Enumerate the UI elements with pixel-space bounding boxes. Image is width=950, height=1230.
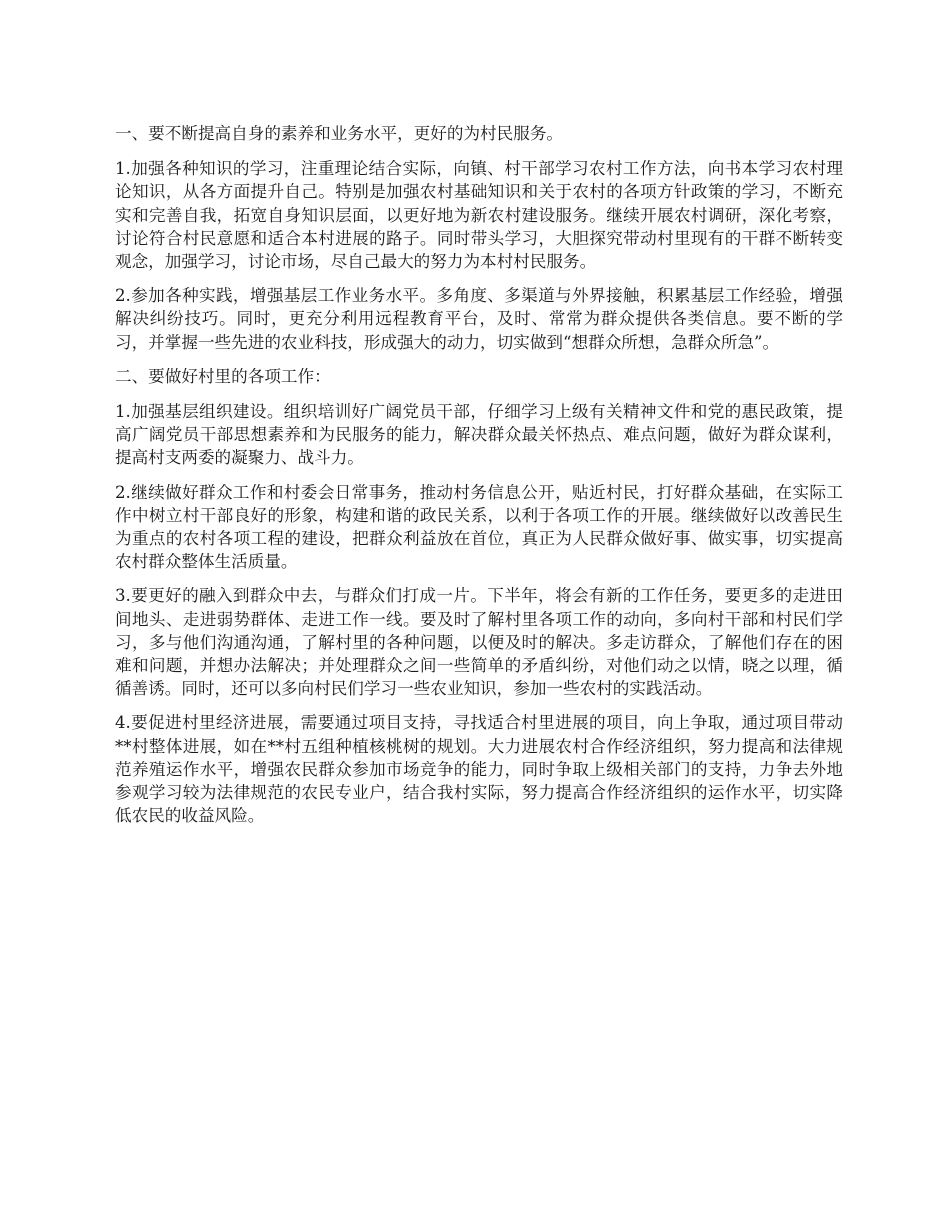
section-2-item-1: 1.加强基层组织建设。组织培训好广阔党员干部，仔细学习上级有关精神文件和党的惠民政策，提高广阔党员干部思想素养和为民服务的能力，解决群众最关怀热点、难点问题，做好为群众谋利，提高村支两委的凝聚力、战斗力。 [115,402,843,468]
section-heading-2: 二、要做好村里的各项工作： [115,366,331,386]
section-1-item-1: 1.加强各种知识的学习，注重理论结合实际，向镇、村干部学习农村工作方法，向书本学习农村理论知识，从各方面提升自己。特别是加强农村基础知识和关于农村的各项方针政策的学习，不断充实和完善自我，拓宽自身知识层面，以更好地为新农村建设服务。继续开展农村调研，深化考察，讨论符合村民意愿和适合本村进展的路子。同时带头学习，大胆探究带动村里现有的干群不断转变观念，加强学习，讨论市场，尽自己最大的努力为本村村民服务。 [115,159,843,272]
section-2-item-4: 4.要促进村里经济进展，需要通过项目支持，寻找适合村里进展的项目，向上争取，通过项目带动**村整体进展，如在**村五组种植核桃树的规划。大力进展农村合作经济组织，努力提高和法律规范养殖运作水平，增强农民群众参加市场竞争的能力，同时争取上级相关部门的支持，力争去外地参观学习较为法律规范的农民专业户，结合我村实际，努力提高合作经济组织的运作水平，切实降低农民的收益风险。 [115,713,843,826]
section-2-item-2: 2.继续做好群众工作和村委会日常事务，推动村务信息公开，贴近村民，打好群众基础，在实际工作中树立村干部良好的形象，构建和谐的政民关系，以利于各项工作的开展。继续做好以改善民生为重点的农村各项工程的建设，把群众利益放在首位，真正为人民群众做好事、做实事，切实提高农村群众整体生活质量。 [115,482,843,572]
document-body [115,122,843,838]
section-2-item-3: 3.要更好的融入到群众中去，与群众们打成一片。下半年，将会有新的工作任务，要更多的走进田间地头、走进弱势群体、走进工作一线。要及时了解村里各项工作的动向，多向村干部和村民们学习，多与他们沟通沟通，了解村里的各种问题，以便及时的解决。多走访群众，了解他们存在的困难和问题，并想办法解决；并处理群众之间一些简单的矛盾纠纷，对他们动之以情，晓之以理，循循善诱。同时，还可以多向村民们学习一些农业知识，参加一些农村的实践活动。 [115,586,843,699]
section-1-item-2: 2.参加各种实践，增强基层工作业务水平。多角度、多渠道与外界接触，积累基层工作经验，增强解决纠纷技巧。同时，更充分利用远程教育平台，及时、常常为群众提供各类信息。要不断的学习，并掌握一些先进的农业科技，形成强大的动力，切实做到“想群众所想，急群众所急”。 [115,286,843,352]
section-heading-1: 一、要不断提高自身的素养和业务水平，更好的为村民服务。 [115,124,564,143]
